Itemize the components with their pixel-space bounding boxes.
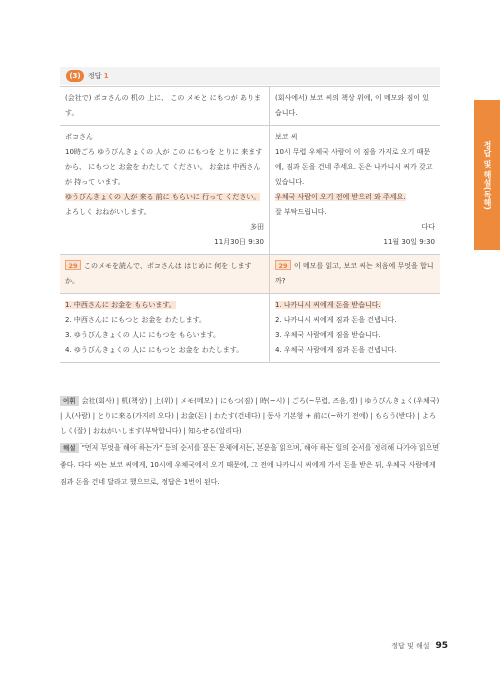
option-2: 2. 中西さんに にもつと お金を わたします。	[65, 316, 207, 324]
option-3: 3. 우체국 사람에게 짐을 받습니다.	[275, 331, 381, 339]
memo-highlight: ゆうびんきょくの 人が 来る 前に もらいに 行って ください。	[65, 193, 261, 201]
jp-text: (会社で) ポコさんの 机の 上に、 この メモと にもつが あります。	[60, 87, 270, 125]
memo-date: 11月30日 9:30	[214, 238, 264, 246]
footer	[391, 641, 448, 651]
question-badge: (3)	[66, 70, 84, 82]
jp-memo	[60, 126, 270, 254]
table-row	[60, 87, 440, 126]
vocabulary-section	[60, 394, 440, 444]
memo-addressee: 보코 씨	[275, 133, 298, 141]
memo-highlight: 우체국 사람이 오기 전에 받으러 와 주세요.	[275, 193, 406, 201]
explain-tag: 해설	[60, 443, 79, 453]
table-row	[60, 126, 440, 255]
kr-question	[270, 255, 440, 293]
option-2: 2. 나카니시 씨에게 짐과 돈을 건넵니다.	[275, 316, 397, 324]
memo-body: 10時ごろ ゆうびんきょくの 人が この にもつを とりに 来ますから、 にもつと お金を わたして ください。 お金は 中西さんが 持って います。	[65, 148, 263, 186]
option-4: 4. 우체국 사람에게 짐과 돈을 건넵니다.	[275, 346, 397, 354]
memo-closing: 잘 부탁드립니다.	[275, 208, 327, 216]
translation-table	[60, 86, 440, 363]
option-1: 1. 中西さんに お金を もらいます。	[65, 301, 176, 309]
vocab-text: 会社(회사) | 机(책상) | 上(위) | メモ(메모) | にもつ(짐) | 時(~시) | ごろ(~무렵, 즈음,경) | ゆうびんきょく(우체국) | 人(사람) | とりに来る(가지러 오다) | お金(돈) | わたす(건네다) | 동사 기본형 + 前に(~하기 전에) | もらう(받다) | よろしく(잘) | おねがいします(부탁합니다) | 知らせる(알리다)	[60, 397, 440, 435]
jp-question	[60, 255, 270, 293]
question-row	[60, 255, 440, 294]
memo-addressee: ポコさん	[65, 133, 93, 141]
answer-number: 1	[103, 72, 109, 80]
question-text: 이 메모를 읽고, 보코 씨는 처음에 무엇을 합니까?	[275, 262, 434, 285]
footer-label: 정답 및 해설	[391, 642, 430, 650]
kr-text: (회사에서) 보코 씨의 책상 위에, 이 메모와 짐이 있습니다.	[275, 94, 429, 117]
memo-signature: 다다	[421, 223, 435, 231]
memo-closing: よろしく おねがいします。	[65, 208, 151, 216]
explanation-section	[60, 440, 440, 491]
option-3: 3. ゆうびんきょくの 人に にもつを もらいます。	[65, 331, 221, 339]
question-text: このメモを読んで、ポコさんは はじめに 何を しますか。	[65, 262, 252, 285]
question-number: 29	[275, 260, 291, 270]
memo-signature: 多田	[250, 223, 264, 231]
side-tab: 정답 및 해설(독해)	[474, 100, 500, 250]
kr-options	[270, 294, 440, 362]
answer-header	[60, 67, 440, 85]
memo-body: 10시 무렵 우체국 사람이 이 짐을 가지로 오기 때문에, 짐과 돈을 건네 주세요. 돈은 나카니시 씨가 갖고 있습니다.	[275, 148, 433, 186]
memo-date: 11월 30일 9:30	[383, 238, 435, 246]
options-row	[60, 294, 440, 363]
page-number: 95	[435, 641, 448, 651]
option-1: 1. 나카니시 씨에게 돈을 받습니다.	[275, 301, 381, 309]
jp-options	[60, 294, 270, 362]
kr-memo	[270, 126, 440, 254]
explain-text: "먼저 무엇을 해야 하는가" 등의 순서를 묻는 문제에서는, 본문을 읽으며, 해야 하는 일의 순서를 정리해 나가야 읽으면 좋다. 다다 씨는 보코 씨에게, 10시에 우체국에서 오기 때문에, 그 전에 나카니시 씨에게 가서 돈을 받은 뒤, 우체국 사람에게 짐과 돈을 건네 달라고 했으므로, 정답은 1번이 된다.	[60, 444, 440, 486]
question-number: 29	[65, 260, 81, 270]
answer-label	[88, 70, 109, 82]
vocab-tag: 어휘	[60, 396, 79, 406]
answer-text: 정답	[88, 72, 102, 80]
option-4: 4. ゆうびんきょくの 人に にもつと お金を わたします。	[65, 346, 244, 354]
